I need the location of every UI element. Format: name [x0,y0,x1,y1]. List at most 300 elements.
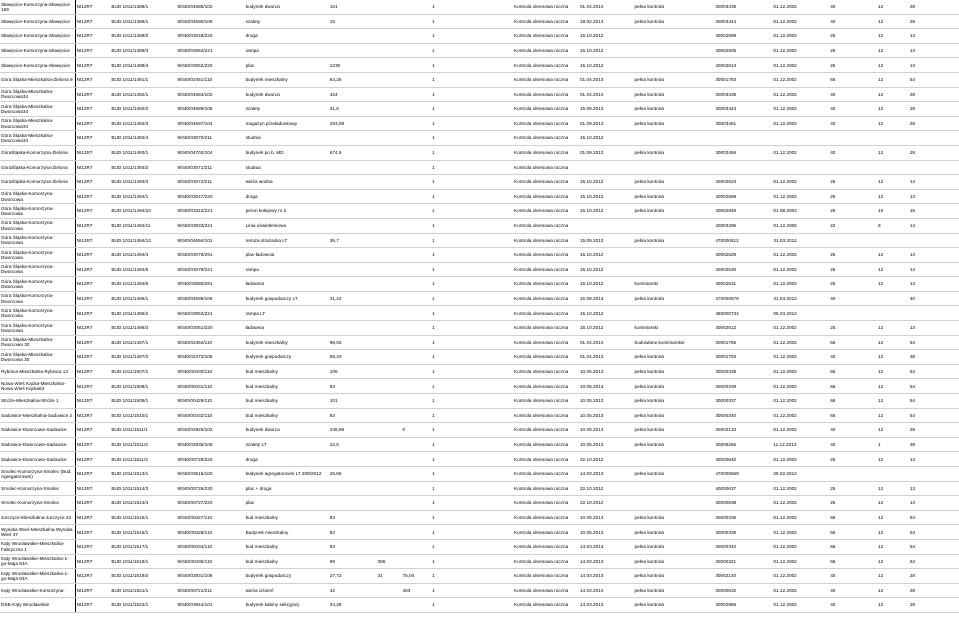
table-cell: budynek mieszkalny [245,72,329,87]
table-cell: 1 [431,248,513,263]
table-cell: 9/040/04694/101 [176,233,244,248]
table-cell: Góra Śląska-Komorzyna-Dworcowa [0,321,75,336]
table-cell: budynek kabiny sekcyjnej [245,598,329,613]
table-cell: NI12R7 [75,189,110,204]
table-cell: BUD 1011/1511/3 [110,452,176,467]
table-cell [377,598,402,613]
table-cell: NI12R7 [75,43,110,58]
table-cell: NI12R7 [75,58,110,73]
table-cell [329,160,377,175]
table-cell [377,87,402,102]
table-cell: 40003296 [714,218,772,233]
table-cell: 12 [877,423,909,438]
table-cell: 12 [877,510,909,525]
table-cell: 30000340 [714,408,772,423]
table-cell: 28 [909,116,959,131]
table-cell: pełna kontrola [634,467,715,482]
table-cell: 36,7 [329,233,377,248]
table-cell: 15.10.2012 [579,204,634,219]
table-cell: Kontrola okresowa roczna [513,87,579,102]
table-cell: Kontrola okresowa roczna [513,379,579,394]
table-cell: 12 [877,87,909,102]
table-cell: 9/040/03615/102 [176,467,244,482]
table-cell: Kontrola okresowa roczna [513,131,579,146]
table-cell [329,481,377,496]
table-cell: Sadowice-Dworcowa-Sadowice [0,437,75,452]
table-cell: BUD 1011/1511/1 [110,423,176,438]
table-cell: pełna kontrola [634,394,715,409]
table-cell: Kontrola okresowa roczna [513,583,579,598]
table-cell: 01.12.2002 [772,510,829,525]
table-cell: GóraŚląska-Komorzyna-Zielona [0,145,75,160]
table-cell: Wysoka Wieś-Mieszkalna-Wysoka Wieś 37 [0,525,75,540]
table-cell: 40002629 [714,248,772,263]
table-cell: Kontrola okresowa roczna [513,248,579,263]
table-cell: 1 [431,29,513,44]
table-cell: 13 [909,175,959,190]
table-cell: BUD 1011/1493/2 [110,160,176,175]
table-cell [377,321,402,336]
table-cell: Kontrola okresowa roczna [513,306,579,321]
table-cell: 10 [877,204,909,219]
table-cell: pełna kontrola [634,539,715,554]
table-cell [402,510,432,525]
table-cell: 1 [431,350,513,365]
table-cell: Kontrola okresowa roczna [513,496,579,511]
table-cell: 30000337 [714,394,772,409]
table-cell [377,423,402,438]
table-cell [402,145,432,160]
table-cell: NI12R7 [75,510,110,525]
table-cell [402,452,432,467]
table-row [0,510,959,525]
table-cell: 14.03.2013 [579,467,634,482]
table-cell: Kąty Wrocławskie-Mieszkalna-Fabryczna 1 [0,539,75,554]
table-cell: 01.12.2002 [772,29,829,44]
table-cell: 26,65 [329,467,377,482]
table-cell: 10.05.2013 [579,408,634,423]
table-cell: pełna kontrola [634,437,715,452]
table-row [0,233,959,248]
table-cell: 83 [329,525,377,540]
table-cell: 40002631 [714,277,772,292]
table-cell: 28 [909,583,959,598]
table-cell: 12 [877,598,909,613]
table-cell: plac + droga [245,481,329,496]
table-cell: droga [245,29,329,44]
table-cell: 01.04.2013 [579,0,634,14]
table-cell: 10.05.2013 [579,437,634,452]
table-cell: BUD 1011/1518/1 [110,554,176,569]
table-cell: 15.10.2012 [579,29,634,44]
table-cell: NI12R7 [75,321,110,336]
table-cell [829,233,877,248]
table-cell: Kontrola okresowa roczna [513,554,579,569]
table-cell: peron kolejowy nr 2 [245,204,329,219]
table-cell: Góra Śląska-Mieszkalna-Dworcowa34 [0,131,75,146]
table-row [0,306,959,321]
table-cell: 01.12.2002 [772,394,829,409]
table-cell: 31,22 [329,291,377,306]
table-cell: Sławęcice-Komorzyna-Sławęcice [0,14,75,29]
table-cell [402,248,432,263]
table-cell: 01.12.2002 [772,379,829,394]
table-row [0,58,959,73]
table-cell: BUD 1011/1515/1 [110,510,176,525]
table-cell: Góra Śląska-Mieszkalna-Dworcowa 30 [0,335,75,350]
table-cell: Kontrola okresowa roczna [513,364,579,379]
table-cell: 01.12.2002 [772,408,829,423]
table-row [0,554,959,569]
table-cell: studnia [245,160,329,175]
table-cell: 1 [431,277,513,292]
table-cell [877,131,909,146]
table-cell: 10.05.2013 [579,510,634,525]
table-row [0,291,959,306]
table-cell [634,496,715,511]
table-cell: 25 [829,204,877,219]
table-cell: 13 [909,452,959,467]
table-cell: 01.12.2002 [772,58,829,73]
table-cell: 15 [909,204,959,219]
table-cell: 11.12.2013 [772,437,829,452]
table-cell: NI12R7 [75,248,110,263]
table-cell: Kontrola okresowa roczna [513,160,579,175]
table-cell: BUD 1011/1488/1 [110,0,176,14]
table-cell: 54 [909,525,959,540]
table-cell: 83 [329,510,377,525]
table-cell: pełna kontrola [634,379,715,394]
table-cell [377,306,402,321]
table-cell: magazyn przeładunkowy [245,116,329,131]
table-cell: 9/040/04699/109 [176,291,244,306]
table-cell [329,204,377,219]
table-row [0,72,959,87]
table-cell: 13 [909,29,959,44]
table-cell: 9/040/03833/221 [176,218,244,233]
table-cell: 15.10.2012 [579,58,634,73]
table-cell: 1 [431,291,513,306]
table-cell [402,58,432,73]
table-cell: 13 [909,58,959,73]
table-cell: 01.04.2013 [579,350,634,365]
table-cell: 9/040/03062/220 [176,58,244,73]
table-cell [329,248,377,263]
table-cell: 01.12.2002 [772,569,829,584]
table-cell: BUD 1011/1492/4 [110,131,176,146]
table-cell: 12 [877,14,909,29]
table-cell: Kontrola okresowa roczna [513,145,579,160]
table-cell: 9/040/03061/220 [176,321,244,336]
table-cell: 40 [829,87,877,102]
table-cell: Sławęcice-Komorzyna-Sławęcice [0,29,75,44]
table-cell: 12 [877,539,909,554]
table-cell: 66 [829,408,877,423]
table-cell: 12 [877,583,909,598]
table-cell: 1 [431,452,513,467]
table-cell: 40000640 [714,452,772,467]
table-cell: 01.12.2002 [772,554,829,569]
table-cell: 9/040/00729/220 [176,452,244,467]
table-cell: 28 [909,14,959,29]
table-cell: 1 [431,145,513,160]
table-cell: 25 [829,481,877,496]
table-cell: 101 [329,394,377,409]
table-cell: NI12R7 [75,116,110,131]
table-cell: 9/040/00428/110 [176,525,244,540]
table-cell: NI12R7 [75,277,110,292]
table-cell: 9/040/04689/109 [176,102,244,117]
table-cell: 12 [877,335,909,350]
table-cell: NI12R7 [75,306,110,321]
table-cell: NI12R7 [75,408,110,423]
table-cell [877,467,909,482]
table-cell: 9/040/02464/110 [176,335,244,350]
table-cell: 30000338 [714,364,772,379]
table-cell: 12 [877,248,909,263]
table-cell: 9/040/03047/220 [176,189,244,204]
table-cell: 1 [431,72,513,87]
table-cell: 40002630 [714,262,772,277]
table-cell [402,233,432,248]
table-cell: 161 [329,0,377,14]
table-cell [579,160,634,175]
table-cell: 01.08.2004 [772,204,829,219]
table-cell: pełna kontrola [634,0,715,14]
table-cell: NI12R7 [75,131,110,146]
table-cell: BUD 1011/1519/2 [110,569,176,584]
table-cell: bud mieszkalny [245,510,329,525]
table-cell [634,131,715,146]
table-cell: NI12R7 [75,496,110,511]
table-cell: 40002605 [714,43,772,58]
table-cell: pełna kontrola [634,72,715,87]
table-row [0,467,959,482]
table-cell: NI12R7 [75,481,110,496]
table-cell: 15.09.2013 [579,291,634,306]
table-cell [377,145,402,160]
table-cell [634,29,715,44]
table-cell: budowlane,kominiarskie [634,335,715,350]
table-cell: 1 [431,335,513,350]
table-cell: NI12R7 [75,204,110,219]
table-cell: 9/040/02473/109 [176,350,244,365]
table-cell: 1 [431,102,513,117]
table-cell: budynek dworca [245,87,329,102]
table-cell: Stróże-Mieszkalna-Stróże 1 [0,394,75,409]
table-cell: BUD 1011/1516/1 [110,525,176,540]
table-cell: 39 [909,437,959,452]
table-cell: 30000342 [714,539,772,554]
table-cell: 40002848 [714,204,772,219]
table-cell: budynek dworca [245,423,329,438]
table-cell: 28 [909,102,959,117]
table-row [0,598,959,613]
table-cell: BUD 1011/1491/1 [110,72,176,87]
table-row [0,379,959,394]
table-cell: 15.10.2012 [579,43,634,58]
table-cell: 01.12.2002 [772,539,829,554]
table-cell: 1 [431,394,513,409]
table-cell: 98,92 [329,335,377,350]
table-cell: 1 [431,496,513,511]
table-cell: 12 [877,262,909,277]
table-cell [877,233,909,248]
table-row [0,218,959,233]
table-cell: Kontrola okresowa roczna [513,350,579,365]
table-cell: 9/040/00721/211 [176,583,244,598]
table-cell: 66 [829,72,877,87]
table-cell [377,102,402,117]
table-cell [402,204,432,219]
table-row [0,321,959,336]
table-cell: 25 [829,496,877,511]
table-cell: remiza strażacka LT [245,233,329,248]
table-cell: 99 [329,554,377,569]
table-cell: Kontrola okresowa roczna [513,539,579,554]
table-cell [402,394,432,409]
table-cell: 38 [909,350,959,365]
table-cell: 01.12.2002 [772,525,829,540]
table-cell: budynek po b. MD [245,145,329,160]
table-cell [329,262,377,277]
table-cell: NI12R7 [75,394,110,409]
table-cell: 66 [829,554,877,569]
table-cell: pełna kontrola [634,598,715,613]
table-cell: 9/040/03072/211 [176,175,244,190]
table-cell: 31 [377,569,402,584]
table-cell [377,452,402,467]
table-cell: 28 [909,569,959,584]
table-cell: 15.10.2012 [579,262,634,277]
table-cell: 30003443 [714,102,772,117]
table-cell: 01.04.2013 [579,72,634,87]
table-cell: 105 [329,364,377,379]
table-cell: bud mieszkalny [245,394,329,409]
table-cell: 01.12.2002 [772,248,829,263]
table-cell: 30003439 [714,0,772,14]
table-cell: NI12R7 [75,379,110,394]
table-cell: BUD 1011/1489/4 [110,58,176,73]
table-cell: 9/040/02931/108 [176,569,244,584]
table-cell: 9/040/04684/102 [176,87,244,102]
table-cell: BUD 1011/1489/2 [110,29,176,44]
table-cell: 40002612 [714,321,772,336]
table-row [0,583,959,598]
table-cell: 01.12.2002 [772,452,829,467]
table-cell: 12 [877,277,909,292]
table-cell [329,175,377,190]
table-cell: 40 [829,437,877,452]
table-cell: 12 [877,452,909,467]
table-cell [377,467,402,482]
table-cell: 25 [829,262,877,277]
table-cell: 15.10.2012 [579,306,634,321]
table-cell: 30003438 [714,87,772,102]
table-cell: BUD 1011/1494/4 [110,248,176,263]
table-cell [402,116,432,131]
table-cell: 12 [877,496,909,511]
table-cell: 01.12.2002 [772,14,829,29]
table-cell [402,189,432,204]
table-cell: Kontrola okresowa roczna [513,467,579,482]
table-cell: 01.12.2002 [772,102,829,117]
table-cell: 12 [877,43,909,58]
table-cell: BUD 1011/1489/1 [110,14,176,29]
table-cell: 1 [431,306,513,321]
table-cell: 54 [909,335,959,350]
table-cell: 01.04.2013 [579,335,634,350]
table-cell: pełna kontrola [634,233,715,248]
table-cell: budynek gospodarczy LT [245,291,329,306]
table-cell: BUD 1011/1494/11 [110,218,176,233]
table-cell: 25 [829,29,877,44]
table-cell: budynek gospodarczy [245,350,329,365]
table-cell [402,43,432,58]
table-cell: Sadowice-Mieszkalna-Sadowice 2 [0,408,75,423]
table-cell [402,321,432,336]
table-cell: DSB-Kąty Wrocławskie [0,598,75,613]
table-cell: 30002133 [714,423,772,438]
table-cell: 13 [909,189,959,204]
table-cell: pełna kontrola [634,350,715,365]
table-cell: BUD 1011/1514/4 [110,496,176,511]
table-cell: Smolec-Komorzyna-Smolec (Bud. Agregatorowni) [0,467,75,482]
table-cell: 13 [909,277,959,292]
table-cell: 25 [829,452,877,467]
table-cell: Góra Śląska-Komorzyna-Dworcowa [0,277,75,292]
table-cell [402,335,432,350]
table-cell: pełna kontrola [634,14,715,29]
table-cell: BUD 1011/1496/1 [110,291,176,306]
table-cell: droga [245,452,329,467]
table-cell [829,306,877,321]
table-cell: 12 [877,554,909,569]
table-cell: 12 [877,0,909,14]
table-cell: 15.10.2012 [579,321,634,336]
table-cell: 54 [909,554,959,569]
table-cell: 40002623 [714,175,772,190]
table-cell: 15.10.2012 [579,189,634,204]
table-cell: 9/040/03079/221 [176,262,244,277]
table-cell: BUD 1011/1513/1 [110,467,176,482]
table-cell: 01.12.2002 [772,277,829,292]
table-cell: 13 [909,43,959,58]
table-cell [377,277,402,292]
table-cell: NI12R7 [75,525,110,540]
table-cell: 9/040/04702/104 [176,145,244,160]
table-cell [909,467,959,482]
table-cell: Góra Śląska-Komorzyna-Dworcowa [0,189,75,204]
table-cell: 15.09.2013 [579,233,634,248]
table-cell: 01.12.2002 [772,350,829,365]
table-cell: 40 [829,598,877,613]
table-cell: plac [245,58,329,73]
table-cell: 15.10.2012 [579,175,634,190]
table-cell: 1 [431,321,513,336]
table-cell: 1230 [329,58,377,73]
table-cell: 9/040/00434/110 [176,539,244,554]
table-cell: 22.10.2012 [579,481,634,496]
table-cell: Kontrola okresowa roczna [513,408,579,423]
table-cell: 01.12.2002 [772,189,829,204]
table-cell [377,394,402,409]
table-cell: Kontrola okresowa roczna [513,452,579,467]
table-cell: NI12R7 [75,569,110,584]
table-cell: Kontrola okresowa roczna [513,510,579,525]
table-cell: Sławęcice-Komorzyna-Sławęcice [0,43,75,58]
table-cell: Kontrola okresowa roczna [513,569,579,584]
